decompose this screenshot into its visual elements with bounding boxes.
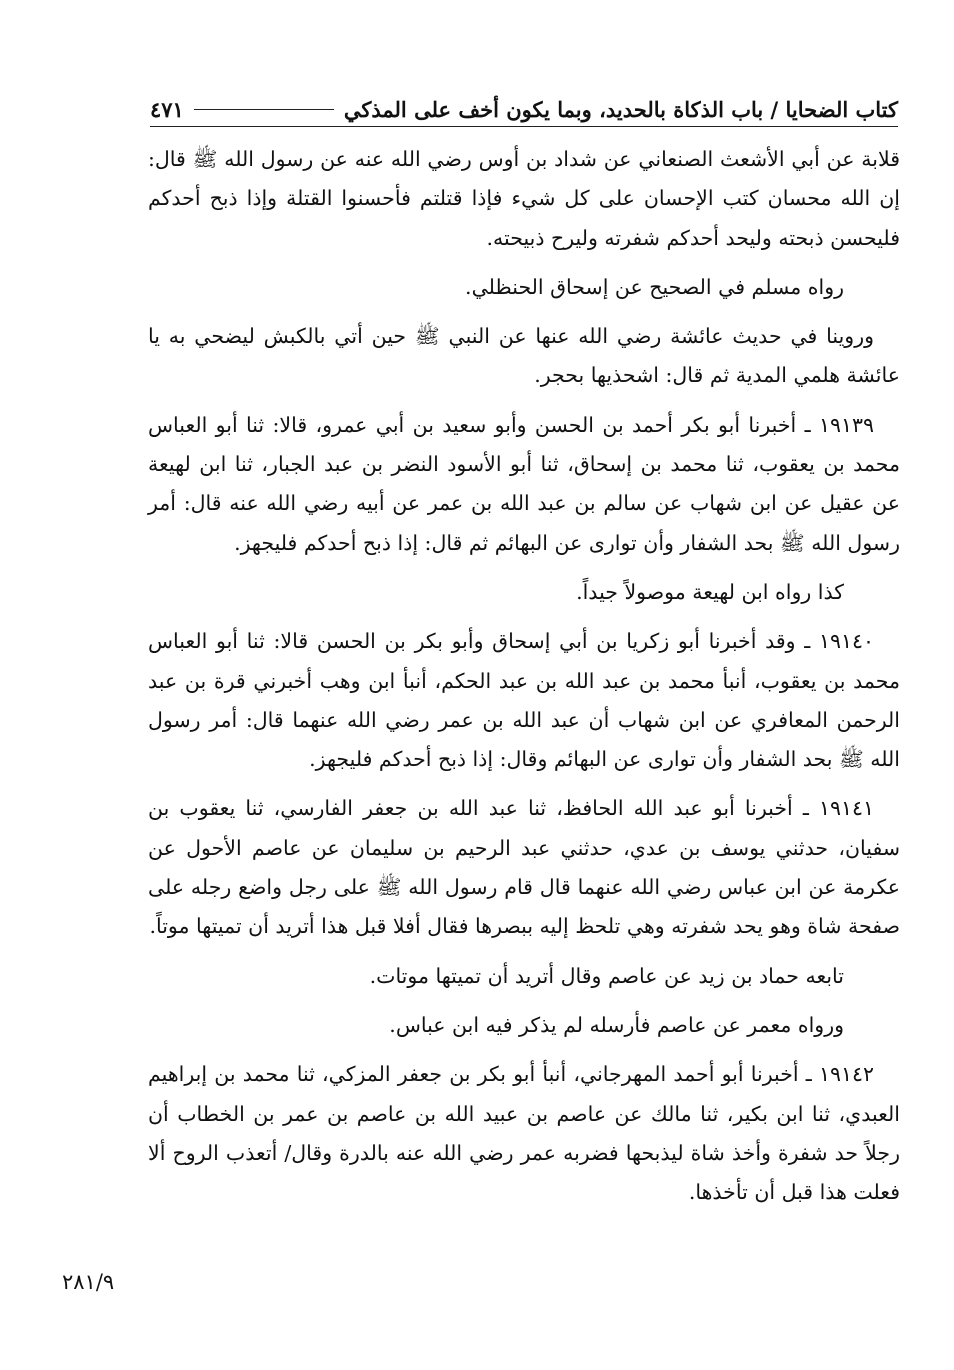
paragraph-mamar-note: ورواه معمر عن عاصم فأرسله لم يذكر فيه ابن عباس. bbox=[389, 1012, 844, 1037]
running-header bbox=[150, 92, 898, 127]
paragraph-hammad-note: تابعه حماد بن زيد عن عاصم وقال أتريد أن تميتها موتات. bbox=[369, 963, 844, 988]
header-rule bbox=[194, 109, 334, 110]
volume-page-reference: ٢٨١/٩ bbox=[62, 1270, 115, 1294]
hadith-19142: ١٩١٤٢ ـ أخبرنا أبو أحمد المهرجاني، أنبأ أبو بكر بن جعفر المزكي، ثنا محمد بن إبراهيم العبدي، ثنا ابن بكير، ثنا مالك عن عاصم بن عبيد الله بن عاصم بن عمر بن الخطاب أن رجلاً حد شفرة وأخذ شاة ليذبحها فضربه عمر رضي الله عنه بالدرة وقال/ أتعذب الروح ألا فعلت هذا قبل أن تأخذها. bbox=[148, 1062, 900, 1205]
paragraph-narration-note: رواه مسلم في الصحيح عن إسحاق الحنظلي. bbox=[465, 274, 844, 299]
hadith-19140: ١٩١٤٠ ـ وقد أخبرنا أبو زكريا بن أبي إسحاق وأبو بكر بن الحسن قالا: ثنا أبو العباس محمد بن يعقوب، أنبأ محمد بن عبد الله بن عبد الحكم، أنبأ ابن وهب أخبرني قرة بن عبد الرحمن المعافري عن ابن شهاب أن عبد الله بن عمر رضي الله عنهما قال: أمر رسول الله ﷺ بحد الشفار وأن توارى عن البهائم وقال: إذا ذبح أحدكم فليجهز. bbox=[148, 629, 900, 772]
paragraph-ibn-lahia-note: كذا رواه ابن لهيعة موصولاً جيداً. bbox=[576, 579, 844, 604]
paragraph-aisha-hadith: وروينا في حديث عائشة رضي الله عنها عن النبي ﷺ حين أتي بالكبش ليضحي به يا عائشة هلمي المدية ثم قال: اشحذيها بحجر. bbox=[148, 324, 900, 388]
page-body bbox=[148, 140, 900, 1222]
header-title: كتاب الضحايا / باب الذكاة بالحديد، وبما يكون أخف على المذكي bbox=[343, 96, 898, 122]
hadith-19139: ١٩١٣٩ ـ أخبرنا أبو بكر أحمد بن الحسن وأبو سعيد بن أبي عمرو، قالا: ثنا أبو العباس محمد بن يعقوب، ثنا محمد بن إسحاق، ثنا أبو الأسود النضر بن عبد الجبار، ثنا ابن لهيعة عن عقيل عن ابن شهاب عن سالم بن عبد الله بن عمر عن أبيه رضي الله عنه قال: أمر رسول الله ﷺ بحد الشفار وأن توارى عن البهائم ثم قال: إذا ذبح أحدكم فليجهز. bbox=[148, 412, 900, 555]
hadith-19141: ١٩١٤١ ـ أخبرنا أبو عبد الله الحافظ، ثنا عبد الله بن جعفر الفارسي، ثنا يعقوب بن سفيان، حدثني يوسف بن عدي، حدثني عبد الرحيم بن سليمان عن عاصم الأحول عن عكرمة عن ابن عباس رضي الله عنهما قال قام رسول الله ﷺ على رجل واضع رجله على صفحة شاة وهو يحد شفرته وهي تلحظ إليه ببصرها فقال أفلا قبل هذا أتريد أن تميتها موتاً. bbox=[148, 796, 900, 939]
page-number: ٤٧١ bbox=[150, 96, 184, 122]
paragraph-continuation: قلابة عن أبي الأشعث الصنعاني عن شداد بن أوس رضي الله عنه عن رسول الله ﷺ قال: إن الله محسان كتب الإحسان على كل شيء فإذا قتلتم فأحسنوا القتلة وإذا ذبح أحدكم فليحسن ذبحته وليحد أحدكم شفرته وليرح ذبيحته. bbox=[148, 147, 900, 250]
